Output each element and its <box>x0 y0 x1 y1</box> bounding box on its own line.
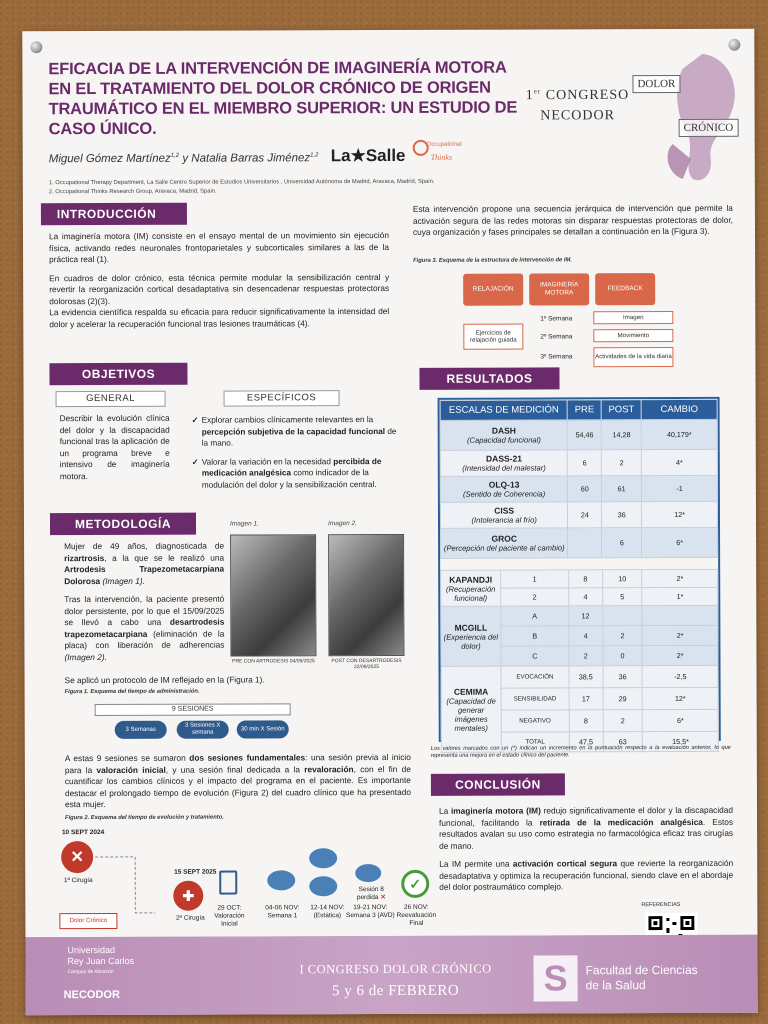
urjc-logo: Universidad Rey Juan Carlos Campus de Alcorcón <box>67 944 135 976</box>
specific-objectives <box>192 414 397 498</box>
table-row: OLQ-13 (Sentido de Coherencia) 60 61 -1 <box>440 475 717 502</box>
poster-title: EFICACIA DE LA INTERVENCIÓN DE IMAGINERÍA MOTORA EN EL TRATAMIENTO DEL DOLOR CRÓNICO DE ORIGEN TRAUMÁTICO EN EL MIEMBRO SUPERIOR: UN ESTUDIO DE CASO ÚNICO. <box>48 58 518 139</box>
general-objective-text: Describir la evolución clínica del dolor y la discapacidad funcional tras la aplicación de un programa breve e intensivo de imaginería motora. <box>59 412 170 481</box>
svg-text:Occupational: Occupational <box>426 141 462 148</box>
footer-congress-text: I CONGRESO DOLOR CRÓNICO 5 y 6 de FEBRERO <box>299 961 492 1000</box>
sesiones-bar: 9 SESIONES <box>95 703 291 716</box>
sesion-perdida-label: Sesión 8 perdida ✕ <box>356 886 386 902</box>
col-change-header: CAMBIO <box>641 399 717 419</box>
figure-2-caption: Figura 2. Esquema del tiempo de evolución y tratamiento. <box>65 814 224 822</box>
table-row: MCGILL (Experiencia del dolor) A 12 <box>441 605 718 626</box>
clipboard-icon <box>219 871 237 895</box>
brain-icon <box>355 864 381 882</box>
timeline-session-1: 29 OCT: Valoración Inicial <box>214 904 245 928</box>
imagen-2-title: Imagen 2. <box>327 520 357 528</box>
specific-objective-2: ✓ Valorar la variación en la necesidad percibida de medicación analgésica como indicador de la modulación del dolor y la sensibilización central. <box>191 456 382 490</box>
col-post-header: POST <box>601 400 641 420</box>
pill-sesiones: 3 Sesiones X semana <box>177 721 229 739</box>
movimiento-box: Movimiento <box>593 329 673 342</box>
occupational-thinks-logo <box>409 138 465 168</box>
metodologia-text-1: Mujer de 49 años, diagnosticada de rizartrosis, a la que se le realizó una Artrodesis Trapezometacarpiana Dolorosa (Imagen 1). Tras la intervención, la paciente presentó dolor persistente, por lo que el 15/09/2025 se llevó a cabo una desartrodesis trapezometacarpiana (eliminación de la placa) con liberación de adherencias (Imagen 2). <box>64 540 225 662</box>
table-row: SENSIBILIDAD 17 29 12* <box>441 687 718 710</box>
week-1-label: 1º Semana <box>540 315 573 323</box>
facultad-name: Facultad de Ciencias de la Salud <box>585 962 698 993</box>
metodologia-text-3: A estas 9 sesiones se sumaron dos sesiones fundamentales: una sesión previa al inicio para la valoración inicial, y una sesión final dedicada a la revaloración, con el fin de cuantificar los cambios clínicos y el impacto del programa en el paciente. Es importante destacar el prolongado tiempo de evolución (Figura 2) del cuadro clínico que ha presentado esta mujer. <box>64 751 411 810</box>
figure-3-caption: Figura 3. Esquema de la estructura de intervención de IM. <box>413 257 572 264</box>
dolor-label: DOLOR <box>632 75 680 93</box>
svg-text:Thinks: Thinks <box>430 152 453 162</box>
timeline-session-5: 26 NOV: Reevaluación Final <box>396 903 437 927</box>
conclusion-text: La imaginería motora (IM) redujo significativamente el dolor y la discapacidad funcional, facilitando la retirada de la medicación analgésica. Estos resultados avalan su uso como estrategia no farmacológica eficaz tras cirugías de mano. La IM permite una activación cortical segura que revierte la reorganización desadaptativa y optimiza la recuperación funcional, siendo clave en el abordaje del dolor postraumático complejo. <box>438 804 734 892</box>
intro-heading: INTRODUCCIÓN <box>41 203 187 226</box>
table-row: DASS-21 (Intensidad del malestar) 6 2 4* <box>440 449 717 476</box>
timeline-date-1: 10 SEPT 2024 <box>61 828 105 837</box>
check-circle-icon: ✓ <box>401 870 429 898</box>
objetivos-heading: OBJETIVOS <box>49 363 187 385</box>
intro-text: La imaginería motora (IM) consiste en el ensayo mental de un movimiento sin ejecución física, activando redes neuronales frontoparietales y subcorticales similares a las de la práctica real (1). En cuadros de dolor crónico, esta técnica permite modular la sensibilización central y revertir la reorganización cortical desadaptativa sin desencadenar respuestas protectoras dolorosas (2)(3). La evidencia científica respalda su eficacia para reducir significativamente la intensidad del dolor y acelerar la recuperación funcional tras lesiones traumáticas (4). <box>48 230 390 329</box>
col-scale-header: ESCALAS DE MEDICIÓN <box>440 400 567 420</box>
table-row: TOTAL 47,5 63 15,5* <box>441 731 718 752</box>
pill-minutos: 30 min X Sesión <box>237 720 289 738</box>
congress-logo: 1er CONGRESO NECODOR <box>525 87 630 124</box>
imagen-1-title: Imagen 1. <box>229 520 259 528</box>
especificos-label: ESPECÍFICOS <box>224 390 340 406</box>
results-table <box>440 399 719 559</box>
metodologia-text-2: Se aplicó un protocolo de IM reflejado en la (Figura 1). <box>64 674 265 686</box>
referencias-label: REFERENCIAS <box>641 901 681 909</box>
fig3-intro-text: Esta intervención propone una secuencia jerárquica de intervención que permite la activación segura de las redes motoras sin disparar respuestas protectoras de dolor, cuya organización y fases principales se detallan a continuación en la (Figura 3). <box>412 202 733 237</box>
timeline-cirugia-2: 2ª Cirugía <box>175 914 205 922</box>
xray-image-pre <box>230 534 316 656</box>
avd-box: Actividades de la vida diaria <box>593 347 673 367</box>
relaxation-exercises-box: Ejercicios de relajación guiada <box>463 324 523 350</box>
col-pre-header: PRE <box>567 400 601 420</box>
table-row: 2 4 5 1* <box>441 587 718 606</box>
poster <box>22 29 757 1016</box>
cross-icon: ✕ <box>380 894 386 902</box>
timeline-session-4: 19-21 NOV: Semana 3 (AVD) <box>346 904 395 920</box>
conclusion-heading: CONCLUSIÓN <box>431 773 565 795</box>
lasalle-logo: La★Salle <box>330 145 406 166</box>
table-row: NEGATIVO 8 2 6* <box>441 709 718 732</box>
results-footnote: Los valores marcados con un (*) indican un incremento en la puntuación respecto a la evaluación anterior, lo que representa una mejora en el estado clínico del paciente. <box>430 744 731 759</box>
check-icon: ✓ <box>191 415 199 425</box>
week-2-label: 2º Semana <box>540 333 573 341</box>
necodor-logo: NECODOR <box>63 988 120 1002</box>
table-row: GROC (Percepción del paciente al cambio) 6 6* <box>441 527 718 558</box>
brain-icon <box>267 870 295 890</box>
imagen-box: Imagen <box>593 311 673 324</box>
week-3-label: 3º Semana <box>540 353 573 361</box>
metodologia-heading: METODOLOGÍA <box>50 513 196 536</box>
check-icon: ✓ <box>191 457 199 467</box>
imagineria-motora-box: IMAGINERÍA MOTORA <box>529 273 589 305</box>
table-row: CEMIMA (Capacidad de generar imágenes mentales) EVOCACIÓN 38,5 36 -2,5 <box>441 665 718 688</box>
brain-icon <box>309 876 337 896</box>
footer <box>25 935 757 1016</box>
surgery-icon: ✕ <box>61 841 93 873</box>
affiliations: 1. Occupational Therapy Department, La Salle Centro Superior de Estudios Universitarios , Universidad Autónoma de Madrid, Aravaca, Madrid, Spain. 2. Occupational Thinks Research Group, Aravaca, Madrid, Spain. <box>48 178 435 196</box>
timeline-session-2: 04-06 NOV: Semana 1 <box>265 904 300 920</box>
general-label: GENERAL <box>56 391 166 407</box>
pushpin-icon <box>30 41 42 53</box>
specific-objective-1: ✓ Explorar cambios clínicamente relevantes en la percepción subjetiva de la capacidad funcional de la mano. <box>191 415 397 448</box>
table-row: C 2 0 2* <box>441 645 718 666</box>
dolor-cronico-box: Dolor Crónico <box>59 913 117 929</box>
feedback-box: FEEDBACK <box>595 273 655 305</box>
authors: Miguel Gómez Martínez$^{1,2}$ y Natalia Barras Jiménez$^{1,2}$ <box>48 152 319 166</box>
resultados-heading: RESULTADOS <box>419 367 559 389</box>
figure-1-caption: Figura 1. Esquema del tiempo de administración. <box>64 688 200 696</box>
timeline-cirugia-1: 1ª Cirugía <box>63 877 93 885</box>
results-subscales-table <box>440 569 719 753</box>
xray-post-label: POST CON DESARTRODESIS 22/09/2025 <box>331 657 402 671</box>
brain-icon <box>309 848 337 868</box>
table-row: DASH (Capacidad funcional) 54,46 14,28 40,179* <box>440 419 717 450</box>
pill-semanas: 3 Semanas <box>115 721 167 739</box>
table-row: CISS (Intolerancia al frío) 24 36 12* <box>440 501 717 528</box>
timeline-session-3: 12-14 NOV: (Estática) <box>310 904 345 920</box>
cronico-label: CRÓNICO <box>679 119 739 137</box>
xray-pre-label: PRE CON ARTRODESIS 04/09/2025 <box>232 658 315 665</box>
xray-image-post <box>328 534 404 656</box>
relajacion-box: RELAJACIÓN <box>463 274 523 306</box>
surgery-2-icon: ✚ <box>173 881 203 911</box>
timeline-date-2: 15 SEPT 2025 <box>174 868 217 876</box>
facultad-s-logo: S <box>534 955 578 1001</box>
table-row: KAPANDJI (Recuperación funcional) 1 8 10 2* <box>441 569 718 588</box>
table-row: B 4 2 2* <box>441 625 718 646</box>
